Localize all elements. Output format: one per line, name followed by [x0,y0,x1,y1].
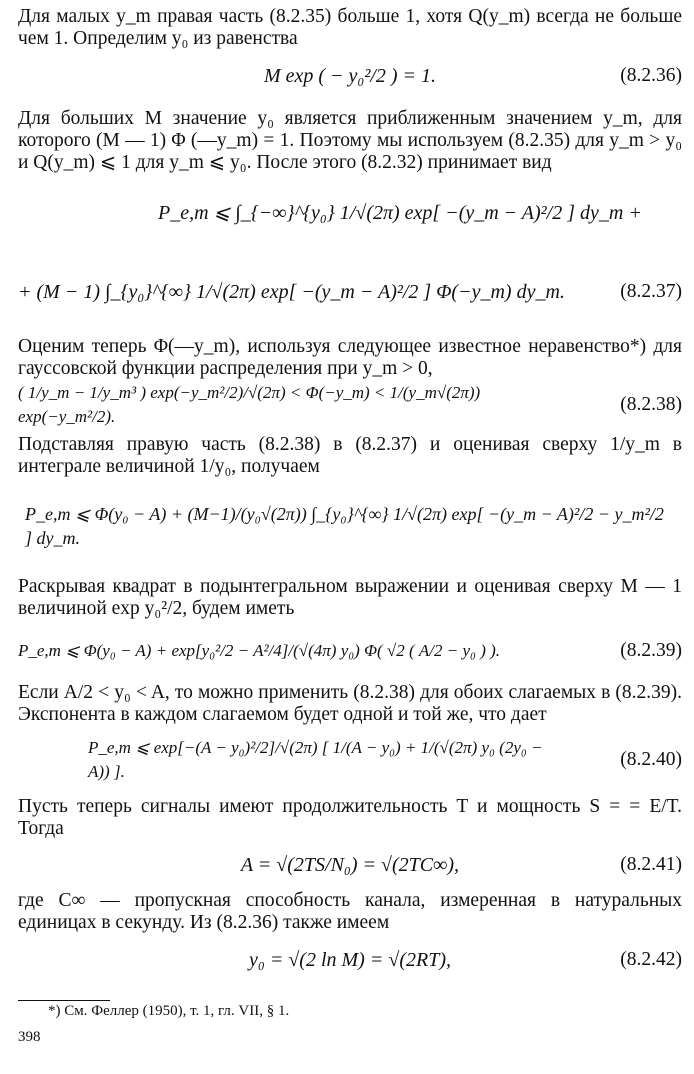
equation-body: P_e,m ⩽ exp[−(A − y₀)²/2]/√(2π) [ 1/(A − y₀) + 1/(√(2π) y₀ (2y₀ − A)) ]. [88,738,543,781]
paragraph-2: Для больших M значение y₀ является приближенным значением y_m, для которого (M — 1) Φ (—y_m) = 1. Поэтому мы используем (8.2.35) для y_m > y₀ и Q(y_m) ⩽ 1 для y_m ⩽ y₀. После этого (8.2.32) принимает вид [18,108,682,173]
equation-body: y₀ = √(2 ln M) = √(2RT), [249,949,451,971]
equation-number: (8.2.36) [620,65,682,86]
paragraph-7: Пусть теперь сигналы имеют продолжительность T и мощность S = = E/T. Тогда [18,796,682,839]
equation-unnumbered [18,478,682,574]
equation-number: (8.2.39) [620,640,682,661]
equation-body: P_e,m ⩽ Φ(y₀ − A) + (M−1)/(y₀√(2π)) ∫_{y₀}^{∞} 1/√(2π) exp[ −(y_m − A)²/2 − y_m²/2 ] dy_m. [25,504,664,548]
equation-8-2-38 [18,380,682,430]
equation-number: (8.2.42) [620,949,682,970]
equation-number: (8.2.38) [620,394,682,415]
paragraph-3: Оценим теперь Φ(—y_m), используя следующее известное неравенство*) для гауссовской функции распределения при y_m > 0, [18,336,682,379]
equation-body: M exp ( − y₀²/2 ) = 1. [263,65,437,87]
equation-number: (8.2.37) [620,281,682,302]
equation-8-2-40 [18,726,682,794]
paragraph-6: Если A/2 < y₀ < A, то можно применить (8.2.38) для обоих слагаемых в (8.2.39). Экспонента в каждом слагаемом будет одной и той же, что дает [18,682,682,725]
paragraph-4: Подставляя правую часть (8.2.38) в (8.2.37) и оценивая сверху 1/y_m в интеграле величиной 1/y₀, получаем [18,434,682,477]
equation-body: P_e,m ⩽ Φ(y₀ − A) + exp[y₀²/2 − A²/4]/(√(4π) y₀) Φ( √2 ( A/2 − y₀ ) ). [18,641,501,660]
equation-8-2-42 [18,934,682,986]
equation-8-2-37-line1 [18,174,682,252]
paragraph-1: Для малых y_m правая часть (8.2.35) больше 1, хотя Q(y_m) всегда не больше чем 1. Определим y₀ из равенства [18,6,682,49]
equation-body: P_e,m ⩽ ∫_{−∞}^{y₀} 1/√(2π) exp[ −(y_m − A)²/2 ] dy_m + [158,202,642,224]
equation-number: (8.2.41) [620,854,682,875]
page-number: 398 [18,1029,41,1045]
footnote: *) См. Феллер (1950), т. 1, гл. VII, § 1. [48,1003,290,1019]
paragraph-5: Раскрывая квадрат в подынтегральном выражении и оценивая сверху M — 1 величиной exp y₀²/2, будем иметь [18,576,682,619]
equation-8-2-36 [18,50,682,102]
equation-body: A = √(2TS/N₀) = √(2TC∞), [240,854,460,876]
equation-body: + (M − 1) ∫_{y₀}^{∞} 1/√(2π) exp[ −(y_m − A)²/2 ] Φ(−y_m) dy_m. [18,281,565,303]
equation-8-2-41 [18,840,682,890]
equation-8-2-37-line2 [18,252,682,332]
equation-body: ( 1/y_m − 1/y_m³ ) exp(−y_m²/2)/√(2π) < Φ(−y_m) < 1/(y_m√(2π)) exp(−y_m²/2). [18,383,481,426]
paragraph-8: где C∞ — пропускная способность канала, измеренная в натуральных единицах в секунду. Из (8.2.36) также имеем [18,890,682,933]
equation-8-2-39 [18,620,682,682]
equation-number: (8.2.40) [620,749,682,770]
book-page [18,4,682,1047]
